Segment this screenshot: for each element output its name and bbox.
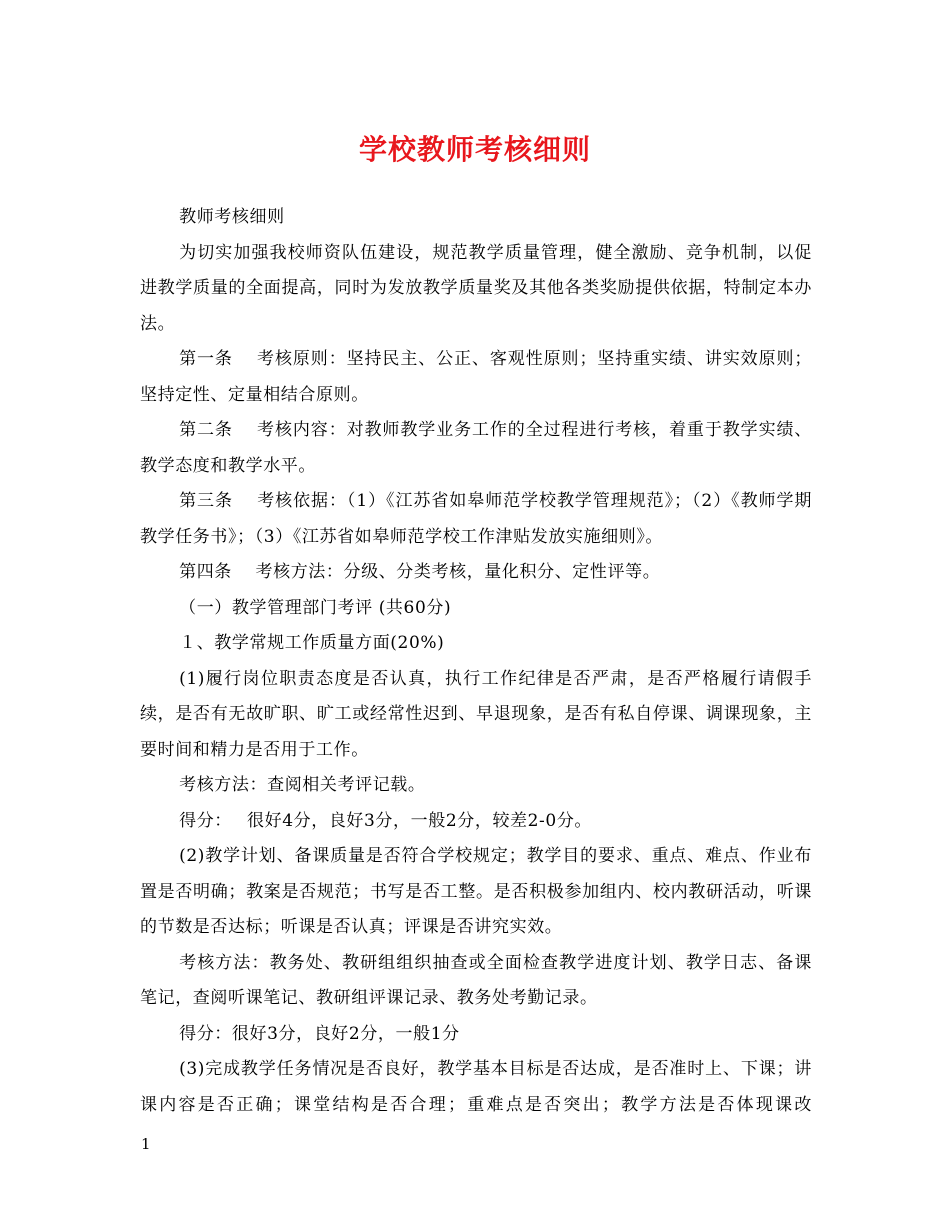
paragraph-item-3: (3)完成教学任务情况是否良好，教学基本目标是否达成，是否准时上、下课；讲课内容是否正确；课堂结构是否合理；重难点是否突出；教学方法是否体现课改 [140,1059,812,1115]
paragraph-article-2: 第二条 考核内容：对教师教学业务工作的全过程进行考核，着重于教学实绩、教学态度和教学水平。 [140,420,812,476]
paragraph-item-2: (2)教学计划、备课质量是否符合学校规定；教学目的要求、重点、难点、作业布置是否明确；教案是否规范；书写是否工整。是否积极参加组内、校内教研活动，听课的节数是否达标；听课是否认真；评课是否讲究实效。 [140,846,812,937]
paragraph-score-1: 得分： 很好4分，良好3分，一般2分，较差2-0分。 [179,810,593,831]
document-body [140,200,812,1123]
paragraph-article-3: 第三条 考核依据：（1）《江苏省如皋师范学校教学管理规范》；（2）《教师学期教学任务书》；（3）《江苏省如皋师范学校工作津贴发放实施细则》。 [140,491,812,547]
paragraph-subsection-1: １、教学常规工作质量方面(20%) [179,633,445,653]
paragraph-heading: 教师考核细则 [179,207,285,227]
paragraph-score-2: 得分：很好3分，良好2分，一般1分 [179,1023,460,1044]
paragraph-article-4: 第四条 考核方法：分级、分类考核，量化积分、定性评等。 [179,562,661,582]
paragraph-item-1: (1)履行岗位职责态度是否认真，执行工作纪律是否严肃，是否严格履行请假手续，是否有无故旷职、旷工或经常性迟到、早退现象，是否有私自停课、调课现象，主要时间和精力是否用于工作。 [140,668,812,760]
paragraph-method-2: 考核方法：教务处、教研组组织抽查或全面检查教学进度计划、教学日志、备课笔记，查阅听课笔记、教研组评课记录、教务处考勤记录。 [140,952,812,1008]
paragraph-method-1: 考核方法：查阅相关考评记载。 [179,775,426,795]
document-title: 学校教师考核细则 [358,133,591,166]
paragraph-article-1: 第一条 考核原则：坚持民主、公正、客观性原则；坚持重实绩、讲实效原则；坚持定性、定量相结合原则。 [140,349,812,405]
paragraph-section-1: （一）教学管理部门考评 (共60分) [179,597,452,618]
paragraph-intro: 为切实加强我校师资队伍建设，规范教学质量管理，健全激励、竞争机制，以促进教学质量的全面提高，同时为发放教学质量奖及其他各类奖励提供依据，特制定本办法。 [140,242,812,334]
page-number: 1 [141,1135,151,1153]
